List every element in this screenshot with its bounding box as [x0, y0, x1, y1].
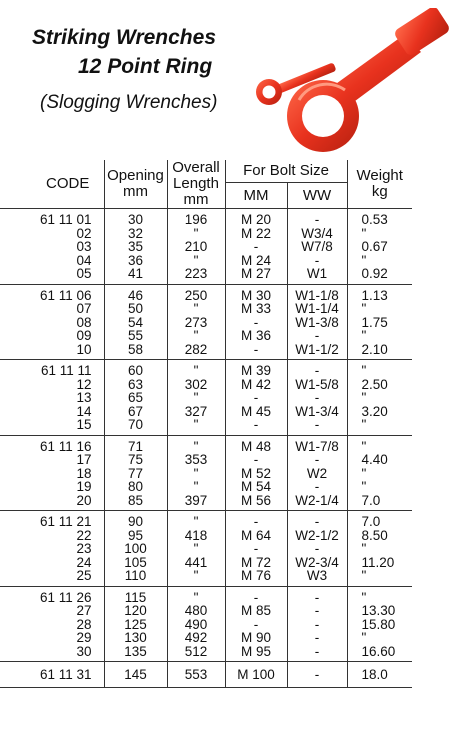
code-value: 61 11 06 [39, 287, 92, 303]
length-value: 282 [184, 341, 208, 357]
ww-header: WW [287, 183, 347, 209]
ww-value: - [314, 514, 320, 529]
weight-value: " [361, 328, 367, 343]
opening-value: 30 [127, 212, 144, 227]
mm-value: M 22 [240, 225, 271, 241]
length-value: " [193, 514, 199, 529]
length-value: " [193, 225, 199, 241]
code-value: 30 [76, 643, 92, 659]
length-value: " [193, 390, 199, 405]
weight-value: " [361, 363, 367, 378]
code-value: 61 11 01 [39, 212, 92, 227]
mm-value: M 30 [240, 287, 271, 303]
table-row-group [0, 586, 412, 662]
length-value: 492 [184, 630, 208, 645]
weight-value: 18.0 [361, 667, 388, 682]
opening-value: 67 [127, 403, 144, 419]
opening-cell [104, 586, 167, 662]
weight-value: 8.50 [361, 527, 388, 543]
mm-cell [225, 586, 287, 662]
length-value: 441 [184, 554, 208, 570]
opening-value: 145 [124, 667, 147, 682]
weight-value: 15.80 [361, 616, 396, 632]
ww-cell [287, 586, 347, 662]
code-cell [0, 209, 104, 285]
weight-value: 1.13 [361, 287, 388, 303]
weight-value: 0.67 [361, 239, 388, 254]
code-cell [0, 511, 104, 587]
wrench-spec-table [0, 160, 412, 688]
length-value: " [193, 589, 199, 605]
ww-value: W2-1/4 [295, 492, 339, 508]
code-value: 10 [76, 341, 92, 357]
ww-value: W3 [306, 568, 328, 583]
code-cell [0, 662, 104, 688]
weight-value: " [361, 225, 367, 241]
weight-cell [347, 662, 412, 688]
weight-value: " [361, 589, 367, 605]
code-value: 07 [76, 301, 92, 316]
weight-value: " [361, 390, 367, 405]
code-value: 61 11 31 [39, 667, 92, 682]
length-value: 302 [184, 376, 208, 392]
weight-value: " [361, 417, 367, 432]
weight-value: " [361, 252, 367, 268]
opening-value: 105 [124, 554, 147, 570]
mm-value: - [253, 541, 259, 556]
table-row-group [0, 435, 412, 511]
code-value: 61 11 21 [39, 514, 92, 529]
opening-value: 54 [127, 314, 144, 330]
mm-cell [225, 435, 287, 511]
length-value: " [193, 479, 199, 494]
length-cell [167, 360, 225, 436]
mm-value: M 39 [240, 363, 271, 378]
opening-value: 36 [127, 252, 144, 268]
opening-value: 35 [127, 239, 144, 254]
weight-value: 7.0 [361, 492, 381, 508]
weight-value: " [361, 438, 367, 454]
ww-value: - [314, 212, 320, 227]
code-value: 27 [76, 603, 92, 618]
weight-value: 16.60 [361, 643, 396, 659]
opening-value: 120 [124, 603, 147, 618]
length-cell [167, 435, 225, 511]
mm-value: M 100 [237, 667, 275, 682]
mm-value: - [253, 589, 259, 605]
code-value: 05 [76, 266, 92, 281]
code-value: 09 [76, 328, 92, 343]
mm-value: M 85 [240, 603, 271, 618]
wrench-image [255, 8, 450, 153]
length-value: 250 [184, 287, 208, 303]
ww-value: - [314, 616, 320, 632]
mm-cell [225, 284, 287, 360]
opening-value: 77 [127, 465, 144, 481]
ww-cell [287, 284, 347, 360]
opening-value: 75 [127, 452, 144, 467]
mm-value: M 64 [240, 527, 271, 543]
ww-value: - [314, 603, 320, 618]
ww-value: - [314, 390, 320, 405]
ww-value: W1-5/8 [295, 376, 339, 392]
opening-cell [104, 360, 167, 436]
ww-value: W1 [306, 266, 328, 281]
mm-value: - [253, 514, 259, 529]
length-cell [167, 662, 225, 688]
length-cell [167, 511, 225, 587]
ww-value: - [314, 363, 320, 378]
opening-value: 130 [124, 630, 147, 645]
length-value: 418 [184, 527, 208, 543]
weight-cell [347, 284, 412, 360]
ww-cell [287, 209, 347, 285]
opening-cell [104, 511, 167, 587]
mm-header: MM [225, 183, 287, 209]
opening-cell [104, 209, 167, 285]
code-value: 15 [76, 417, 92, 432]
opening-cell [104, 662, 167, 688]
code-value: 12 [76, 376, 92, 392]
length-value: " [193, 568, 199, 583]
mm-value: M 76 [240, 568, 271, 583]
length-value: " [193, 465, 199, 481]
title-line-3: (Slogging Wrenches) [40, 92, 218, 113]
code-cell [0, 284, 104, 360]
mm-cell [225, 209, 287, 285]
mm-value: M 56 [240, 492, 271, 508]
length-value: 512 [184, 643, 208, 659]
code-value: 23 [76, 541, 92, 556]
code-value: 08 [76, 314, 92, 330]
length-value: " [193, 438, 199, 454]
mm-cell [225, 360, 287, 436]
mm-value: - [253, 452, 259, 467]
weight-value: 7.0 [361, 514, 381, 529]
weight-value: " [361, 479, 367, 494]
opening-value: 60 [127, 363, 144, 378]
bolt-size-header: For Bolt Size [225, 160, 347, 183]
weight-value: " [361, 541, 367, 556]
ww-value: W7/8 [301, 239, 333, 254]
length-value: " [193, 252, 199, 268]
ww-value: - [314, 630, 320, 645]
opening-value: 95 [127, 527, 144, 543]
mm-value: - [253, 341, 259, 357]
weight-value: 4.40 [361, 452, 388, 467]
ww-value: - [314, 252, 320, 268]
ww-cell [287, 435, 347, 511]
opening-value: 125 [124, 616, 147, 632]
length-value: " [193, 417, 199, 432]
code-value: 18 [76, 465, 92, 481]
title-line-1: Striking Wrenches [32, 26, 216, 49]
mm-value: M 90 [240, 630, 271, 645]
mm-value: - [253, 239, 259, 254]
opening-value: 85 [127, 492, 144, 508]
mm-value: M 72 [240, 554, 271, 570]
length-value: " [193, 328, 199, 343]
opening-value: 65 [127, 390, 144, 405]
opening-value: 50 [127, 301, 144, 316]
length-value: 553 [184, 667, 208, 682]
code-value: 61 11 16 [39, 438, 92, 454]
weight-value: " [361, 465, 367, 481]
length-cell [167, 284, 225, 360]
weight-cell [347, 360, 412, 436]
code-value: 02 [76, 225, 92, 241]
code-value: 22 [76, 527, 92, 543]
length-value: " [193, 541, 199, 556]
opening-value: 110 [124, 568, 147, 583]
length-value: 210 [184, 239, 208, 254]
mm-cell [225, 662, 287, 688]
ww-value: - [314, 589, 320, 605]
opening-cell [104, 284, 167, 360]
ww-value: - [314, 643, 320, 659]
length-header: Overall Length mm [167, 160, 225, 209]
ww-value: W3/4 [301, 225, 333, 241]
weight-value: " [361, 630, 367, 645]
weight-header: Weight kg [347, 160, 412, 209]
table-header-row [0, 160, 412, 183]
mm-value: M 95 [240, 643, 271, 659]
mm-value: M 45 [240, 403, 271, 419]
opening-header: Opening mm [104, 160, 167, 209]
length-value: " [193, 363, 199, 378]
code-value: 17 [76, 452, 92, 467]
ww-value: - [314, 479, 320, 494]
length-value: 223 [184, 266, 208, 281]
opening-value: 41 [127, 266, 144, 281]
code-value: 25 [76, 568, 92, 583]
ww-value: W2 [306, 465, 328, 481]
weight-cell [347, 435, 412, 511]
weight-value: " [361, 301, 367, 316]
mm-value: - [253, 417, 259, 432]
code-value: 61 11 26 [39, 589, 92, 605]
ww-value: W1-1/4 [295, 301, 339, 316]
ww-value: - [314, 667, 320, 682]
length-cell [167, 209, 225, 285]
length-value: 480 [184, 603, 208, 618]
code-header: CODE [0, 160, 104, 209]
weight-value: 13.30 [361, 603, 396, 618]
code-value: 19 [76, 479, 92, 494]
ww-value: - [314, 328, 320, 343]
ww-value: W1-1/2 [295, 341, 339, 357]
code-cell [0, 586, 104, 662]
weight-value: 3.20 [361, 403, 388, 419]
table-body [0, 209, 412, 688]
ww-cell [287, 511, 347, 587]
opening-value: 80 [127, 479, 144, 494]
weight-cell [347, 209, 412, 285]
mm-value: M 33 [240, 301, 271, 316]
mm-value: M 48 [240, 438, 271, 454]
code-value: 28 [76, 616, 92, 632]
opening-value: 135 [124, 643, 147, 659]
mm-value: M 20 [240, 212, 271, 227]
weight-value: 2.50 [361, 376, 388, 392]
table-row-group [0, 360, 412, 436]
ww-value: W2-3/4 [295, 554, 339, 570]
mm-cell [225, 511, 287, 587]
mm-value: M 54 [240, 479, 271, 494]
code-value: 03 [76, 239, 92, 254]
weight-cell [347, 586, 412, 662]
mm-value: - [253, 314, 259, 330]
opening-value: 115 [124, 589, 147, 605]
ww-value: - [314, 541, 320, 556]
code-value: 20 [76, 492, 92, 508]
weight-value: 11.20 [361, 554, 395, 570]
opening-value: 100 [124, 541, 147, 556]
opening-value: 32 [127, 225, 144, 241]
mm-value: M 24 [240, 252, 271, 268]
length-value: 397 [184, 492, 208, 508]
opening-value: 70 [127, 417, 144, 432]
ww-value: - [314, 417, 320, 432]
opening-value: 71 [127, 438, 144, 454]
opening-value: 63 [127, 376, 144, 392]
code-value: 13 [76, 390, 92, 405]
weight-value: 0.92 [361, 266, 388, 281]
mm-value: M 52 [240, 465, 271, 481]
ww-value: W1-3/4 [295, 403, 339, 419]
opening-value: 58 [127, 341, 144, 357]
ww-value: - [314, 452, 320, 467]
length-value: 273 [184, 314, 208, 330]
mm-value: M 42 [240, 376, 271, 392]
code-value: 14 [76, 403, 92, 419]
length-value: 327 [184, 403, 208, 419]
table-row-group [0, 284, 412, 360]
length-value: 490 [184, 616, 208, 632]
opening-value: 55 [127, 328, 144, 343]
code-cell [0, 435, 104, 511]
length-value: 196 [184, 212, 208, 227]
mm-value: - [253, 616, 259, 632]
table-row-group [0, 209, 412, 285]
opening-value: 90 [127, 514, 144, 529]
weight-value: 1.75 [361, 314, 388, 330]
code-value: 04 [76, 252, 92, 268]
mm-value: M 36 [240, 328, 271, 343]
code-value: 24 [76, 554, 92, 570]
length-cell [167, 586, 225, 662]
ww-cell [287, 360, 347, 436]
table-row-group [0, 511, 412, 587]
weight-value: 0.53 [361, 212, 388, 227]
code-value: 61 11 11 [40, 363, 92, 378]
weight-value: " [361, 568, 367, 583]
title-line-2: 12 Point Ring [78, 55, 213, 78]
table-row [0, 662, 412, 688]
mm-value: M 27 [240, 266, 271, 281]
ww-value: W1-1/8 [295, 287, 339, 303]
weight-cell [347, 511, 412, 587]
ww-value: W1-3/8 [295, 314, 339, 330]
code-value: 29 [76, 630, 92, 645]
length-value: " [193, 301, 199, 316]
ww-cell [287, 662, 347, 688]
code-cell [0, 360, 104, 436]
ww-value: W2-1/2 [295, 527, 339, 543]
mm-value: - [253, 390, 259, 405]
weight-value: 2.10 [361, 341, 388, 357]
ww-value: W1-7/8 [295, 438, 339, 454]
length-value: 353 [184, 452, 208, 467]
opening-cell [104, 435, 167, 511]
opening-value: 46 [127, 287, 144, 303]
